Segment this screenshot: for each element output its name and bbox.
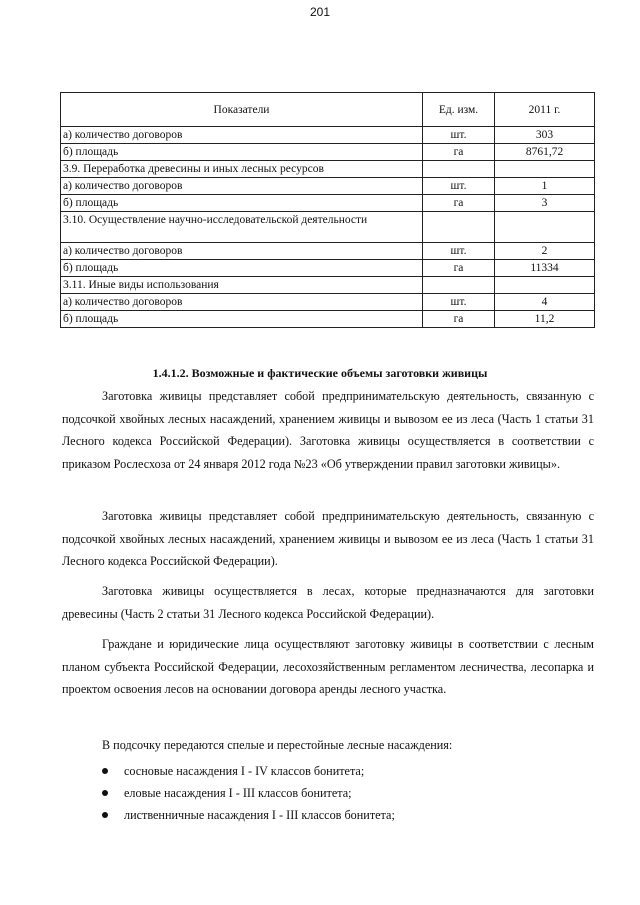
row-value	[495, 277, 595, 294]
table-row	[61, 311, 595, 328]
bullet-icon	[102, 768, 108, 774]
table-row	[61, 127, 595, 144]
row-label: б) площадь	[61, 195, 423, 212]
paragraph: В подсочку передаются спелые и перестойные лесные насаждения:	[102, 738, 453, 752]
row-label: а) количество договоров	[61, 178, 423, 195]
list-item	[62, 782, 395, 804]
row-value: 4	[495, 294, 595, 311]
paragraph: Граждане и юридические лица осуществляют заготовку живицы в соответствии с лесным планом субъекта Российской Федерации, лесохозяйственным регламентом лесничества, лесопарка и проектом освоения лесов на основании договора аренды лесного участка.	[62, 637, 594, 696]
row-value	[495, 161, 595, 178]
row-unit: га	[423, 195, 495, 212]
table-row	[61, 260, 595, 277]
bullet-icon	[102, 812, 108, 818]
table-row	[61, 243, 595, 260]
bullet-icon	[102, 790, 108, 796]
row-unit: шт.	[423, 178, 495, 195]
row-unit: га	[423, 260, 495, 277]
row-label: 3.11. Иные виды использования	[61, 277, 423, 294]
list-item-text: сосновые насаждения I - IV классов бонитета;	[124, 764, 365, 778]
row-value: 8761,72	[495, 144, 595, 161]
row-value: 303	[495, 127, 595, 144]
table-row	[61, 212, 595, 243]
row-unit	[423, 161, 495, 178]
list-item-text: лиственничные насаждения I - III классов бонитета;	[124, 808, 395, 822]
row-value: 3	[495, 195, 595, 212]
row-value: 11,2	[495, 311, 595, 328]
paragraph: Заготовка живицы представляет собой предпринимательскую деятельность, связанную с подсочкой хвойных лесных насаждений, хранением живицы и вывозом ее из леса (Часть 1 статьи 31 Лесного кодекса Российской Федерации). Заготовка живицы осуществляется в соответствии с приказом Рослесхоза от 24 января 2012 года №23 «Об утверждении правил заготовки живицы».	[62, 389, 594, 471]
row-label: б) площадь	[61, 260, 423, 277]
table-row	[61, 277, 595, 294]
header-unit: Ед. изм.	[423, 93, 495, 127]
row-label: б) площадь	[61, 144, 423, 161]
row-label: 3.9. Переработка древесины и иных лесных ресурсов	[61, 161, 423, 178]
row-unit: шт.	[423, 127, 495, 144]
row-unit: га	[423, 144, 495, 161]
list-item	[62, 804, 395, 826]
table-row	[61, 178, 595, 195]
bullet-list	[62, 760, 395, 826]
table-row	[61, 144, 595, 161]
table-header-row	[61, 93, 595, 127]
row-value: 1	[495, 178, 595, 195]
header-year: 2011 г.	[495, 93, 595, 127]
row-label: а) количество договоров	[61, 294, 423, 311]
row-value: 11334	[495, 260, 595, 277]
section-heading: 1.4.1.2. Возможные и фактические объемы заготовки живицы	[152, 366, 488, 380]
row-unit	[423, 277, 495, 294]
row-label: а) количество договоров	[61, 127, 423, 144]
row-value	[495, 212, 595, 243]
data-table	[60, 92, 595, 328]
row-value: 2	[495, 243, 595, 260]
paragraph: Заготовка живицы осуществляется в лесах, которые предназначаются для заготовки древесины (Часть 2 статьи 31 Лесного кодекса Российской Федерации).	[62, 584, 594, 621]
row-unit: га	[423, 311, 495, 328]
page-number: 201	[309, 5, 331, 19]
header-indicator: Показатели	[61, 93, 423, 127]
row-label: б) площадь	[61, 311, 423, 328]
list-item	[62, 760, 395, 782]
list-item-text: еловые насаждения I - III классов бонитета;	[124, 786, 352, 800]
row-unit: шт.	[423, 243, 495, 260]
table-row	[61, 294, 595, 311]
table-row	[61, 195, 595, 212]
paragraph: Заготовка живицы представляет собой предпринимательскую деятельность, связанную с подсочкой хвойных лесных насаждений, хранением живицы и вывозом ее из леса (Часть 1 статьи 31 Лесного кодекса Российской Федерации).	[62, 509, 594, 568]
row-label: 3.10. Осуществление научно-исследовательской деятельности	[61, 212, 423, 243]
row-label: а) количество договоров	[61, 243, 423, 260]
table-row	[61, 161, 595, 178]
row-unit	[423, 212, 495, 243]
row-unit: шт.	[423, 294, 495, 311]
